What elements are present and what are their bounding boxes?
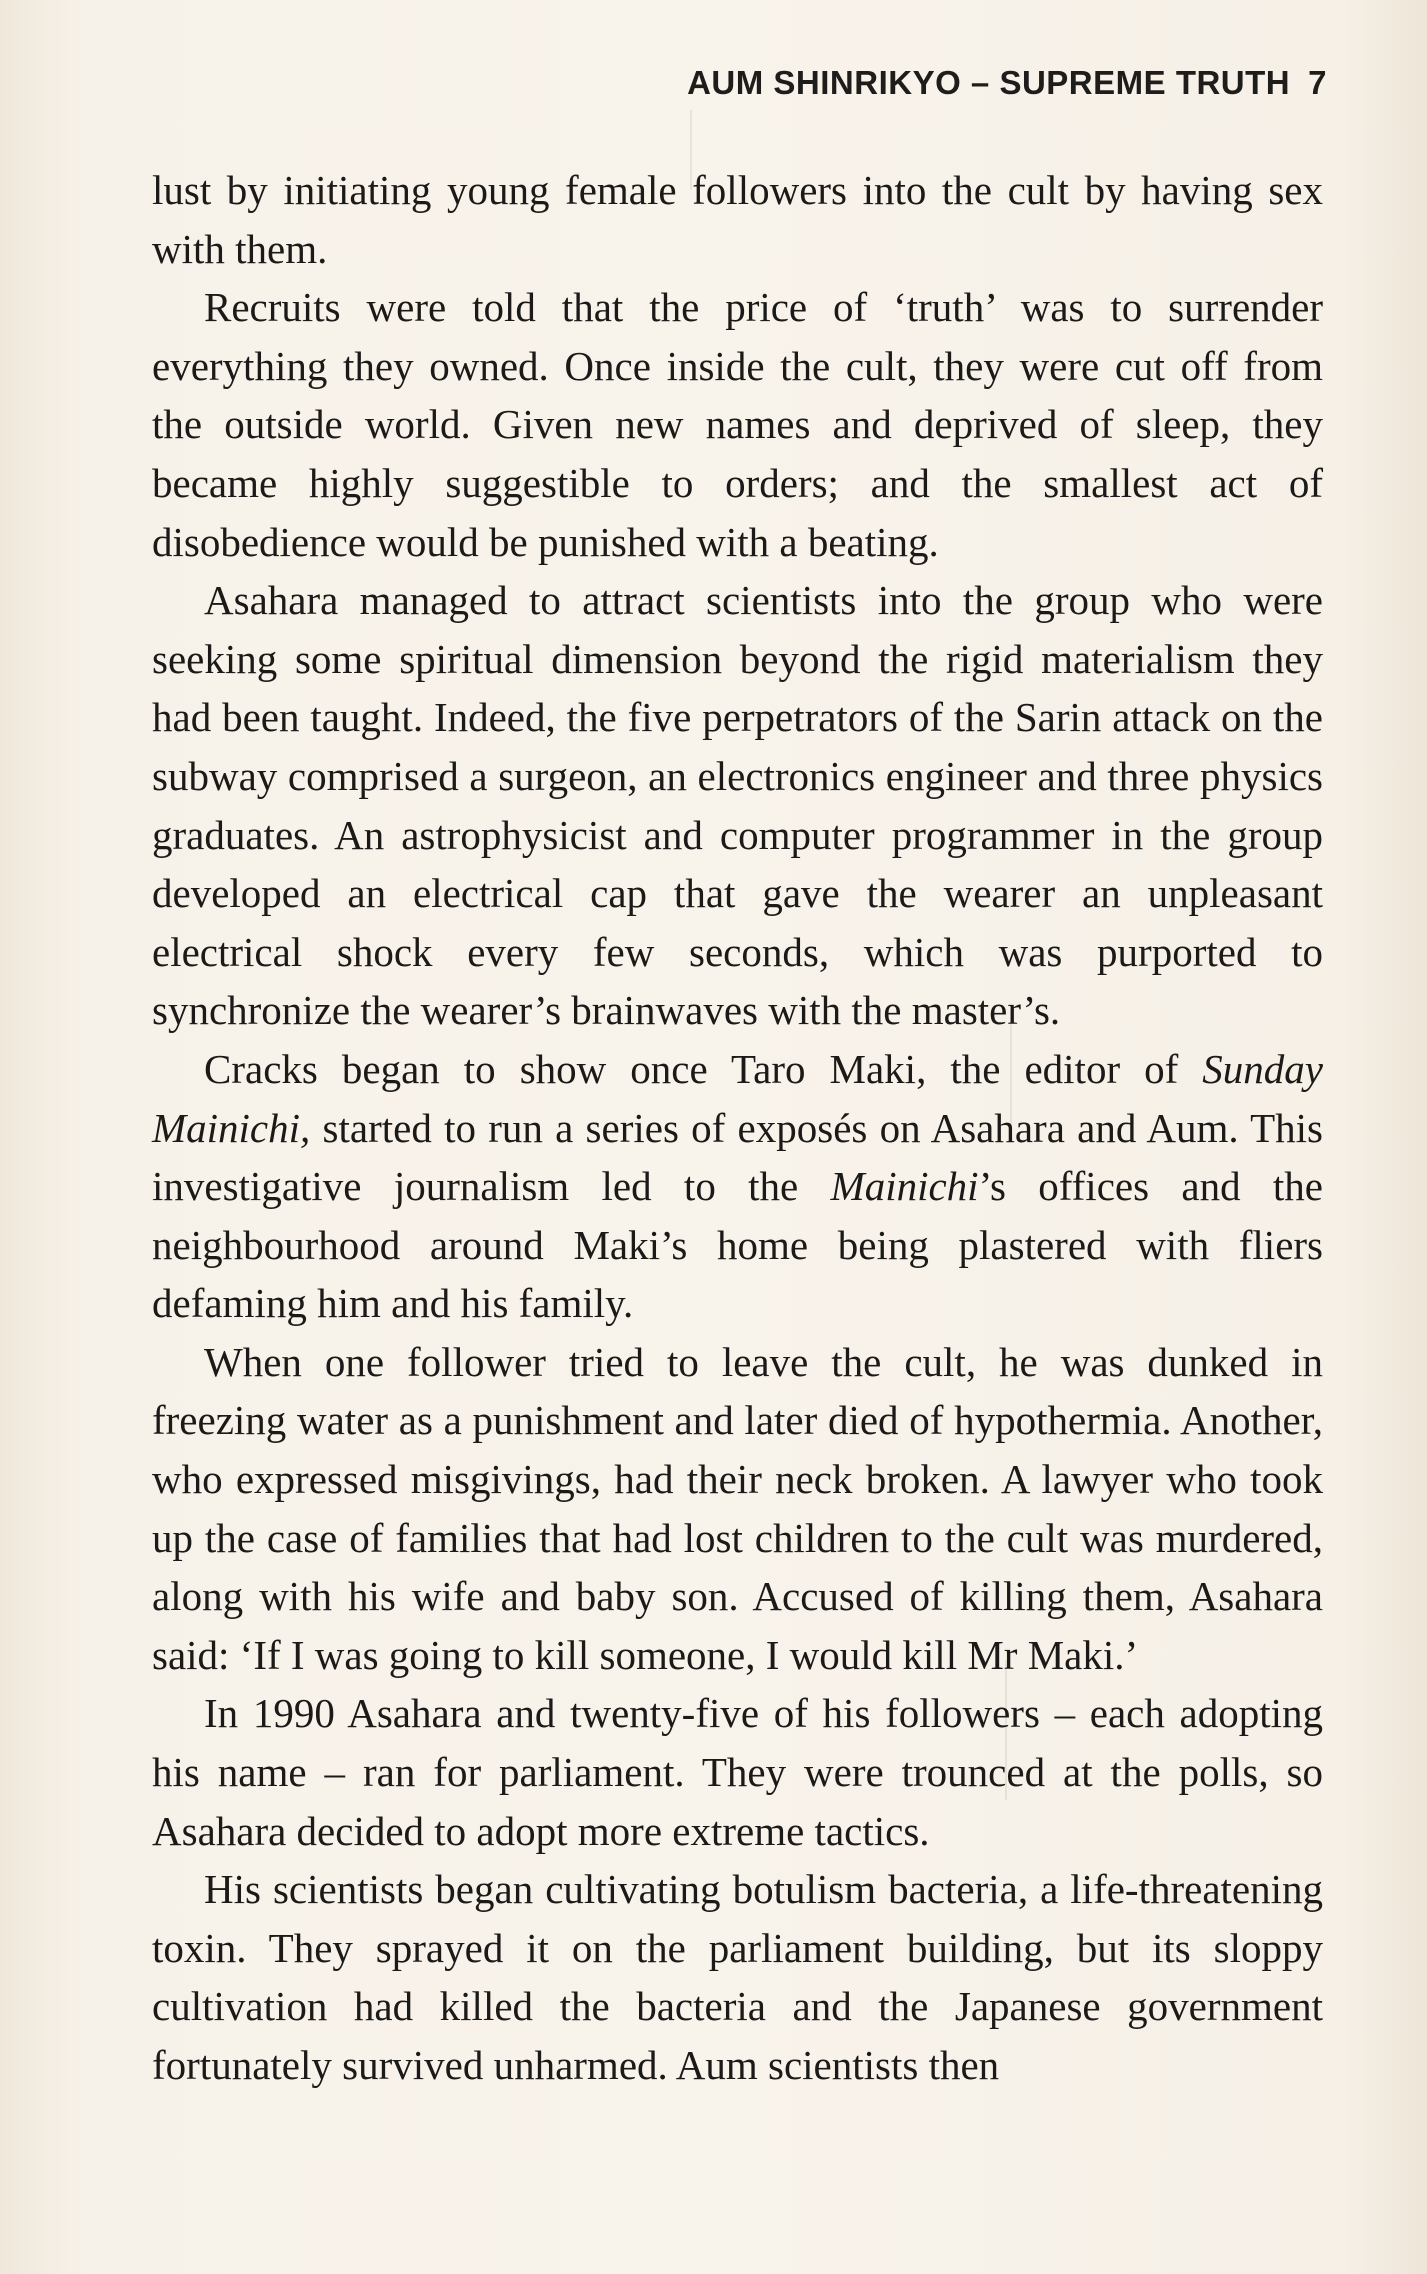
text-run: His scientists began cultivating botulism bacteria, a life-threatening toxin. They sprayed it on the parliament building, but its sloppy cultivation had killed the bacteria and the Japanese government fortunately survived unharmed. Aum scientists then bbox=[152, 1866, 1323, 2088]
paragraph bbox=[152, 571, 1323, 1040]
text-run: lust by initiating young female followers into the cult by having sex with them. bbox=[152, 167, 1323, 272]
running-header bbox=[152, 64, 1327, 102]
paragraph bbox=[152, 1860, 1323, 2094]
text-run: ’s offices and the neighbourhood around Maki’s home being plastered with fliers defaming him and his family. bbox=[152, 1163, 1323, 1327]
paragraph bbox=[152, 1333, 1323, 1685]
body-text bbox=[152, 161, 1323, 2095]
text-run: Asahara managed to attract scientists into the group who were seeking some spiritual dimension beyond the rigid materialism they had been taught. Indeed, the five perpetrators of the Sarin attack on the subway comprised a surgeon, an electronics engineer and three physics graduates. An astrophysicist and computer programmer in the group developed an electrical cap that gave the wearer an unpleasant electrical shock every few seconds, which was purported to synchronize the wearer’s brainwaves with the master’s. bbox=[152, 577, 1323, 1034]
text-run: Cracks began to show once Taro Maki, the editor of bbox=[204, 1045, 1203, 1092]
paragraph bbox=[152, 278, 1323, 571]
paragraph bbox=[152, 161, 1323, 278]
text-run: In 1990 Asahara and twenty-five of his followers – each adopting his name – ran for parliament. They were trounced at the polls, so Asahara decided to adopt more extreme tactics. bbox=[152, 1690, 1323, 1854]
text-run: started to run a series of exposés on Asahara and Aum. This investigative journalism led to the bbox=[152, 1104, 1323, 1210]
italic-text: Sunday Mainichi, bbox=[152, 1045, 1323, 1151]
page-number: 7 bbox=[1308, 64, 1327, 101]
running-title: AUM SHINRIKYO – SUPREME TRUTH bbox=[687, 64, 1291, 101]
paragraph bbox=[152, 1684, 1323, 1860]
italic-text: Mainichi bbox=[830, 1163, 979, 1210]
text-run: When one follower tried to leave the cult, he was dunked in freezing water as a punishment and later died of hypothermia. Another, who expressed misgivings, had their neck broken. A lawyer who took up the case of families that had lost children to the cult was murdered, along with his wife and baby son. Accused of killing them, Asahara said: ‘If I was going to kill someone, I would kill Mr Maki.’ bbox=[152, 1338, 1323, 1678]
paragraph bbox=[152, 1040, 1323, 1333]
text-run: Recruits were told that the price of ‘truth’ was to surrender everything they owned. Once inside the cult, they were cut off from the outside world. Given new names and deprived of sleep, they became highly suggestible to orders; and the smallest act of disobedience would be punished with a beating. bbox=[152, 284, 1323, 565]
